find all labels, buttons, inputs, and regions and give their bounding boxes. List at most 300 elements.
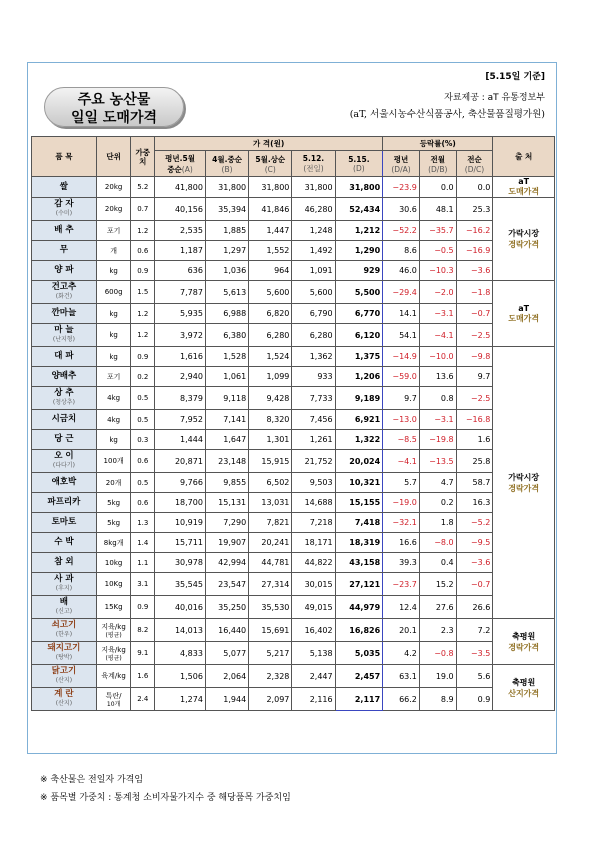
unit: 특란/: [105, 691, 122, 700]
header-item: 품 목: [32, 137, 97, 177]
price-d-cell: 1,212: [335, 221, 383, 241]
item-name: 애호박: [51, 477, 77, 487]
price-b-cell: 9,118: [205, 387, 248, 410]
price-b-cell: 1,061: [205, 367, 248, 387]
change-r2-cell: −3.1: [419, 410, 456, 430]
unit: kg: [109, 352, 118, 361]
price-b-cell: 2,064: [205, 665, 248, 688]
change-r1-cell: 46.0: [383, 261, 420, 281]
weight-cell: 1.2: [131, 304, 155, 324]
price-c-cell: 13,031: [249, 493, 292, 513]
table-row: [32, 241, 555, 261]
source-name: aT: [518, 303, 530, 313]
change-r1-cell: 30.6: [383, 198, 420, 221]
change-r3-cell: −5.2: [456, 513, 493, 533]
price-prev-cell: 21,752: [292, 450, 335, 473]
table-row: [32, 596, 555, 619]
table-body: [32, 177, 555, 711]
change-r1-cell: −19.0: [383, 493, 420, 513]
unit: 10kg: [104, 558, 123, 567]
unit-cell: [96, 596, 131, 619]
header-price-group: 가 격(원): [155, 137, 383, 151]
price-a-cell: 8,379: [155, 387, 206, 410]
price-a-cell: 1,274: [155, 688, 206, 711]
table-row: [32, 347, 555, 367]
price-prev-cell: 1,091: [292, 261, 335, 281]
price-c-cell: 15,691: [249, 619, 292, 642]
weight-cell: 0.6: [131, 493, 155, 513]
unit-cell: [96, 410, 131, 430]
item-name: 참 외: [54, 557, 74, 567]
source-type: 경락가격: [508, 642, 540, 652]
price-prev-cell: 7,218: [292, 513, 335, 533]
price-c-cell: 27,314: [249, 573, 292, 596]
price-b-cell: 1,944: [205, 688, 248, 711]
item-name: 사 과: [54, 574, 74, 584]
item-name-cell: [32, 324, 97, 347]
change-r3-cell: −16.8: [456, 410, 493, 430]
change-r2-cell: 0.4: [419, 553, 456, 573]
price-c-cell: 5,600: [249, 281, 292, 304]
price-c-cell: 20,241: [249, 533, 292, 553]
price-a-cell: 1,444: [155, 430, 206, 450]
item-variety: (산지): [55, 677, 73, 684]
change-r1-cell: −32.1: [383, 513, 420, 533]
item-name: 파프리카: [47, 497, 81, 507]
table-row: [32, 553, 555, 573]
price-b-cell: 16,440: [205, 619, 248, 642]
item-name: 쇠고기: [51, 620, 77, 630]
change-r3-cell: 58.7: [456, 473, 493, 493]
price-a-cell: 30,978: [155, 553, 206, 573]
change-r1-cell: −23.9: [383, 177, 420, 198]
item-name-cell: [32, 513, 97, 533]
price-b-cell: 7,141: [205, 410, 248, 430]
price-prev-cell: 1,248: [292, 221, 335, 241]
note-weight: ※ 품목별 가중치 : 통계청 소비자물가지수 중 해당품목 가중치임: [40, 793, 291, 803]
price-c-cell: 8,320: [249, 410, 292, 430]
price-prev-cell: 46,280: [292, 198, 335, 221]
table-row: [32, 533, 555, 553]
change-r2-cell: −13.5: [419, 450, 456, 473]
price-c-cell: 964: [249, 261, 292, 281]
item-name: 쌀: [59, 181, 69, 192]
item-name: 계 란: [54, 689, 74, 699]
price-d-cell: 16,826: [335, 619, 383, 642]
price-prev-cell: 1,362: [292, 347, 335, 367]
price-b-cell: 6,380: [205, 324, 248, 347]
price-d-cell: 6,770: [335, 304, 383, 324]
item-name: 무: [59, 245, 69, 255]
change-r2-cell: 13.6: [419, 367, 456, 387]
source-type: 산지가격: [508, 688, 540, 698]
table-row: [32, 688, 555, 711]
weight-cell: 0.9: [131, 347, 155, 367]
table-row: [32, 619, 555, 642]
unit: 4kg: [107, 394, 121, 402]
change-r1-cell: 16.6: [383, 533, 420, 553]
item-name: 배 추: [54, 225, 74, 235]
item-name: 돼지고기: [47, 643, 81, 653]
price-a-cell: 1,506: [155, 665, 206, 688]
price-d-cell: 18,319: [335, 533, 383, 553]
price-a-cell: 7,787: [155, 281, 206, 304]
source-name: 가락시장: [508, 472, 540, 482]
price-a-cell: 20,871: [155, 450, 206, 473]
source-line-2: (aT, 서울시농수산식품공사, 축산물품질평가원): [349, 109, 545, 120]
price-b-cell: 15,131: [205, 493, 248, 513]
source-cell: [493, 177, 555, 198]
source-cell: [493, 281, 555, 347]
price-c-cell: 41,846: [249, 198, 292, 221]
unit-cell: [96, 573, 131, 596]
change-r1-cell: 4.2: [383, 642, 420, 665]
price-a-cell: 35,545: [155, 573, 206, 596]
price-d-cell: 43,158: [335, 553, 383, 573]
change-r3-cell: −1.8: [456, 281, 493, 304]
unit: kg: [109, 266, 118, 275]
item-name-cell: [32, 430, 97, 450]
price-a-cell: 636: [155, 261, 206, 281]
price-d-cell: 27,121: [335, 573, 383, 596]
price-prev-cell: 31,800: [292, 177, 335, 198]
change-r1-cell: 66.2: [383, 688, 420, 711]
item-name-cell: [32, 221, 97, 241]
item-name: 대 파: [54, 351, 74, 361]
price-d-cell: 6,921: [335, 410, 383, 430]
price-b-cell: 7,290: [205, 513, 248, 533]
unit-cell: [96, 177, 131, 198]
change-r2-cell: −4.1: [419, 324, 456, 347]
price-b-cell: 1,297: [205, 241, 248, 261]
price-b-cell: 23,148: [205, 450, 248, 473]
price-a-cell: 40,016: [155, 596, 206, 619]
price-d-cell: 31,800: [335, 177, 383, 198]
price-a-cell: 14,013: [155, 619, 206, 642]
unit: 5kg: [107, 498, 121, 507]
item-name-cell: [32, 261, 97, 281]
title-line-2: 일일 도매가격: [70, 110, 158, 126]
unit-cell: [96, 241, 131, 261]
change-r2-cell: 0.2: [419, 493, 456, 513]
weight-cell: 1.5: [131, 281, 155, 304]
price-prev-cell: 2,447: [292, 665, 335, 688]
item-name: 닭고기: [51, 666, 77, 676]
change-r1-cell: −29.4: [383, 281, 420, 304]
price-d-cell: 5,500: [335, 281, 383, 304]
source-cell: [493, 619, 555, 665]
change-r2-cell: 4.7: [419, 473, 456, 493]
change-r1-cell: −52.2: [383, 221, 420, 241]
header-col-a: 평년.5월 중순(A): [155, 151, 206, 177]
price-prev-cell: 14,688: [292, 493, 335, 513]
change-r2-cell: 0.0: [419, 177, 456, 198]
change-r1-cell: 54.1: [383, 324, 420, 347]
unit: 지육/kg: [101, 645, 126, 654]
price-c-cell: 6,820: [249, 304, 292, 324]
unit-cell: [96, 324, 131, 347]
weight-cell: 0.5: [131, 410, 155, 430]
price-c-cell: 1,447: [249, 221, 292, 241]
change-r3-cell: −16.9: [456, 241, 493, 261]
header-weight: 가중치: [131, 137, 155, 177]
price-prev-cell: 1,492: [292, 241, 335, 261]
price-d-cell: 1,206: [335, 367, 383, 387]
change-r3-cell: −2.5: [456, 387, 493, 410]
item-name-cell: [32, 387, 97, 410]
change-r3-cell: 0.0: [456, 177, 493, 198]
price-prev-cell: 2,116: [292, 688, 335, 711]
price-prev-cell: 933: [292, 367, 335, 387]
item-variety: (후지): [55, 585, 73, 592]
table-row: [32, 198, 555, 221]
price-b-cell: 42,994: [205, 553, 248, 573]
header-source: 출 처: [493, 137, 555, 177]
item-name: 마 늘: [54, 325, 74, 335]
price-a-cell: 18,700: [155, 493, 206, 513]
price-c-cell: 1,552: [249, 241, 292, 261]
unit: 포기: [106, 226, 121, 235]
unit: 4kg: [107, 415, 121, 424]
change-r1-cell: 39.3: [383, 553, 420, 573]
price-d-cell: 52,434: [335, 198, 383, 221]
change-r3-cell: −2.5: [456, 324, 493, 347]
price-c-cell: 5,217: [249, 642, 292, 665]
price-b-cell: 35,394: [205, 198, 248, 221]
table-row: [32, 324, 555, 347]
header-unit: 단위: [96, 137, 131, 177]
unit-cell: [96, 261, 131, 281]
change-r1-cell: 8.6: [383, 241, 420, 261]
price-prev-cell: 7,733: [292, 387, 335, 410]
change-r2-cell: −35.7: [419, 221, 456, 241]
item-variety: (화건): [55, 293, 73, 300]
item-name: 당 근: [54, 434, 74, 444]
change-r1-cell: 5.7: [383, 473, 420, 493]
price-d-cell: 5,035: [335, 642, 383, 665]
change-r3-cell: −0.7: [456, 573, 493, 596]
change-r2-cell: −3.1: [419, 304, 456, 324]
price-b-cell: 1,647: [205, 430, 248, 450]
source-name: 가락시장: [508, 229, 540, 238]
change-r2-cell: −2.0: [419, 281, 456, 304]
price-d-cell: 15,155: [335, 493, 383, 513]
item-name: 수 박: [54, 537, 74, 547]
item-name-cell: [32, 665, 97, 688]
weight-cell: 0.9: [131, 596, 155, 619]
table-row: [32, 573, 555, 596]
table-row: [32, 430, 555, 450]
change-r2-cell: −8.0: [419, 533, 456, 553]
item-variety: (난지형): [52, 336, 75, 343]
unit-cell: [96, 450, 131, 473]
item-name-cell: [32, 241, 97, 261]
change-r1-cell: −8.5: [383, 430, 420, 450]
price-b-cell: 5,077: [205, 642, 248, 665]
change-r2-cell: −0.8: [419, 642, 456, 665]
change-r2-cell: 8.9: [419, 688, 456, 711]
item-name-cell: [32, 619, 97, 642]
unit-cell: [96, 304, 131, 324]
base-date: [5.15일 기준]: [485, 72, 545, 82]
change-r3-cell: −0.7: [456, 304, 493, 324]
price-b-cell: 5,613: [205, 281, 248, 304]
change-r3-cell: −3.6: [456, 553, 493, 573]
price-b-cell: 23,547: [205, 573, 248, 596]
source-cell: [493, 665, 555, 711]
item-name-cell: [32, 473, 97, 493]
price-d-cell: 9,189: [335, 387, 383, 410]
price-a-cell: 2,940: [155, 367, 206, 387]
weight-cell: 0.5: [131, 387, 155, 410]
price-prev-cell: 49,015: [292, 596, 335, 619]
unit: 지육/kg: [101, 622, 126, 631]
item-name-cell: [32, 493, 97, 513]
unit: 100개: [103, 457, 124, 465]
item-name-cell: [32, 177, 97, 198]
change-r1-cell: 14.1: [383, 304, 420, 324]
unit: 육계/kg: [101, 672, 126, 680]
price-b-cell: 19,907: [205, 533, 248, 553]
change-r1-cell: −14.9: [383, 347, 420, 367]
unit: 8kg개: [103, 538, 124, 547]
price-d-cell: 7,418: [335, 513, 383, 533]
item-variety: (탕박): [55, 654, 73, 661]
change-r2-cell: 48.1: [419, 198, 456, 221]
item-name: 건고추: [51, 282, 77, 292]
item-name: 시금치: [51, 414, 77, 424]
price-prev-cell: 16,402: [292, 619, 335, 642]
source-cell: [493, 198, 555, 281]
weight-cell: 1.6: [131, 665, 155, 688]
change-r2-cell: 2.3: [419, 619, 456, 642]
weight-cell: 1.3: [131, 513, 155, 533]
weight-cell: 0.6: [131, 450, 155, 473]
source-name: 축평원: [512, 631, 536, 641]
item-name: 감 자: [54, 199, 74, 209]
table-row: [32, 177, 555, 198]
unit: 600g: [104, 288, 123, 296]
price-prev-cell: 44,822: [292, 553, 335, 573]
item-variety: (산지): [55, 700, 73, 707]
item-variety: (청상추): [52, 399, 75, 406]
unit-note: (평균): [105, 631, 122, 639]
price-prev-cell: 5,600: [292, 281, 335, 304]
price-c-cell: 9,428: [249, 387, 292, 410]
change-r3-cell: −9.8: [456, 347, 493, 367]
price-c-cell: 31,800: [249, 177, 292, 198]
header-col-da: 평년 (D/A): [383, 151, 420, 177]
source-type: 도매가격: [508, 313, 540, 323]
unit: 5kg: [107, 518, 121, 527]
weight-cell: 0.5: [131, 473, 155, 493]
change-r2-cell: −0.5: [419, 241, 456, 261]
price-c-cell: 2,097: [249, 688, 292, 711]
price-a-cell: 10,919: [155, 513, 206, 533]
item-variety: (수미): [55, 210, 73, 217]
price-a-cell: 7,952: [155, 410, 206, 430]
weight-cell: 0.9: [131, 261, 155, 281]
change-r3-cell: −3.5: [456, 642, 493, 665]
header-col-db: 전월 (D/B): [419, 151, 456, 177]
change-r3-cell: −9.5: [456, 533, 493, 553]
price-a-cell: 1,187: [155, 241, 206, 261]
unit-cell: [96, 619, 131, 642]
unit-cell: [96, 347, 131, 367]
unit: kg: [109, 435, 118, 444]
change-r2-cell: −10.3: [419, 261, 456, 281]
price-prev-cell: 9,503: [292, 473, 335, 493]
header-change-group: 등락률(%): [383, 137, 493, 151]
title-badge: [44, 87, 184, 127]
weight-cell: 1.2: [131, 324, 155, 347]
weight-cell: 0.3: [131, 430, 155, 450]
source-cell: [493, 347, 555, 619]
unit-cell: [96, 387, 131, 410]
item-name-cell: [32, 198, 97, 221]
item-name: 깐마늘: [51, 308, 77, 318]
title-line-1: 주요 농산물: [77, 92, 151, 108]
table-row: [32, 304, 555, 324]
item-variety: (다다기): [52, 462, 75, 469]
source-name: aT: [518, 177, 530, 186]
price-c-cell: 44,781: [249, 553, 292, 573]
price-d-cell: 10,321: [335, 473, 383, 493]
price-prev-cell: 7,456: [292, 410, 335, 430]
table-row: [32, 281, 555, 304]
change-r1-cell: −59.0: [383, 367, 420, 387]
weight-cell: 5.2: [131, 177, 155, 198]
table-row: [32, 261, 555, 281]
header-col-c: 5월.상순 (C): [249, 151, 292, 177]
change-r3-cell: 16.3: [456, 493, 493, 513]
price-a-cell: 9,766: [155, 473, 206, 493]
price-a-cell: 40,156: [155, 198, 206, 221]
table-row: [32, 665, 555, 688]
price-c-cell: 1,099: [249, 367, 292, 387]
unit: kg: [109, 309, 118, 318]
item-name: 양배추: [51, 371, 77, 381]
change-r2-cell: 15.2: [419, 573, 456, 596]
item-variety: (한우): [55, 631, 73, 638]
source-type: 경락가격: [508, 240, 540, 249]
unit-cell: [96, 533, 131, 553]
price-prev-cell: 6,790: [292, 304, 335, 324]
price-c-cell: 6,280: [249, 324, 292, 347]
price-c-cell: 35,530: [249, 596, 292, 619]
header-col-dc: 전순 (D/C): [456, 151, 493, 177]
price-a-cell: 1,616: [155, 347, 206, 367]
unit: 개: [110, 246, 117, 255]
unit-note: 10개: [106, 700, 121, 708]
item-name: 상 추: [54, 388, 74, 398]
weight-cell: 2.4: [131, 688, 155, 711]
price-prev-cell: 5,138: [292, 642, 335, 665]
price-d-cell: 1,322: [335, 430, 383, 450]
weight-cell: 0.7: [131, 198, 155, 221]
price-b-cell: 35,250: [205, 596, 248, 619]
price-b-cell: 1,036: [205, 261, 248, 281]
item-name-cell: [32, 304, 97, 324]
price-a-cell: 2,535: [155, 221, 206, 241]
item-name: 양 파: [54, 265, 74, 275]
price-b-cell: 6,988: [205, 304, 248, 324]
price-c-cell: 2,328: [249, 665, 292, 688]
change-r2-cell: −19.8: [419, 430, 456, 450]
price-b-cell: 1,528: [205, 347, 248, 367]
price-c-cell: 7,821: [249, 513, 292, 533]
table-row: [32, 642, 555, 665]
